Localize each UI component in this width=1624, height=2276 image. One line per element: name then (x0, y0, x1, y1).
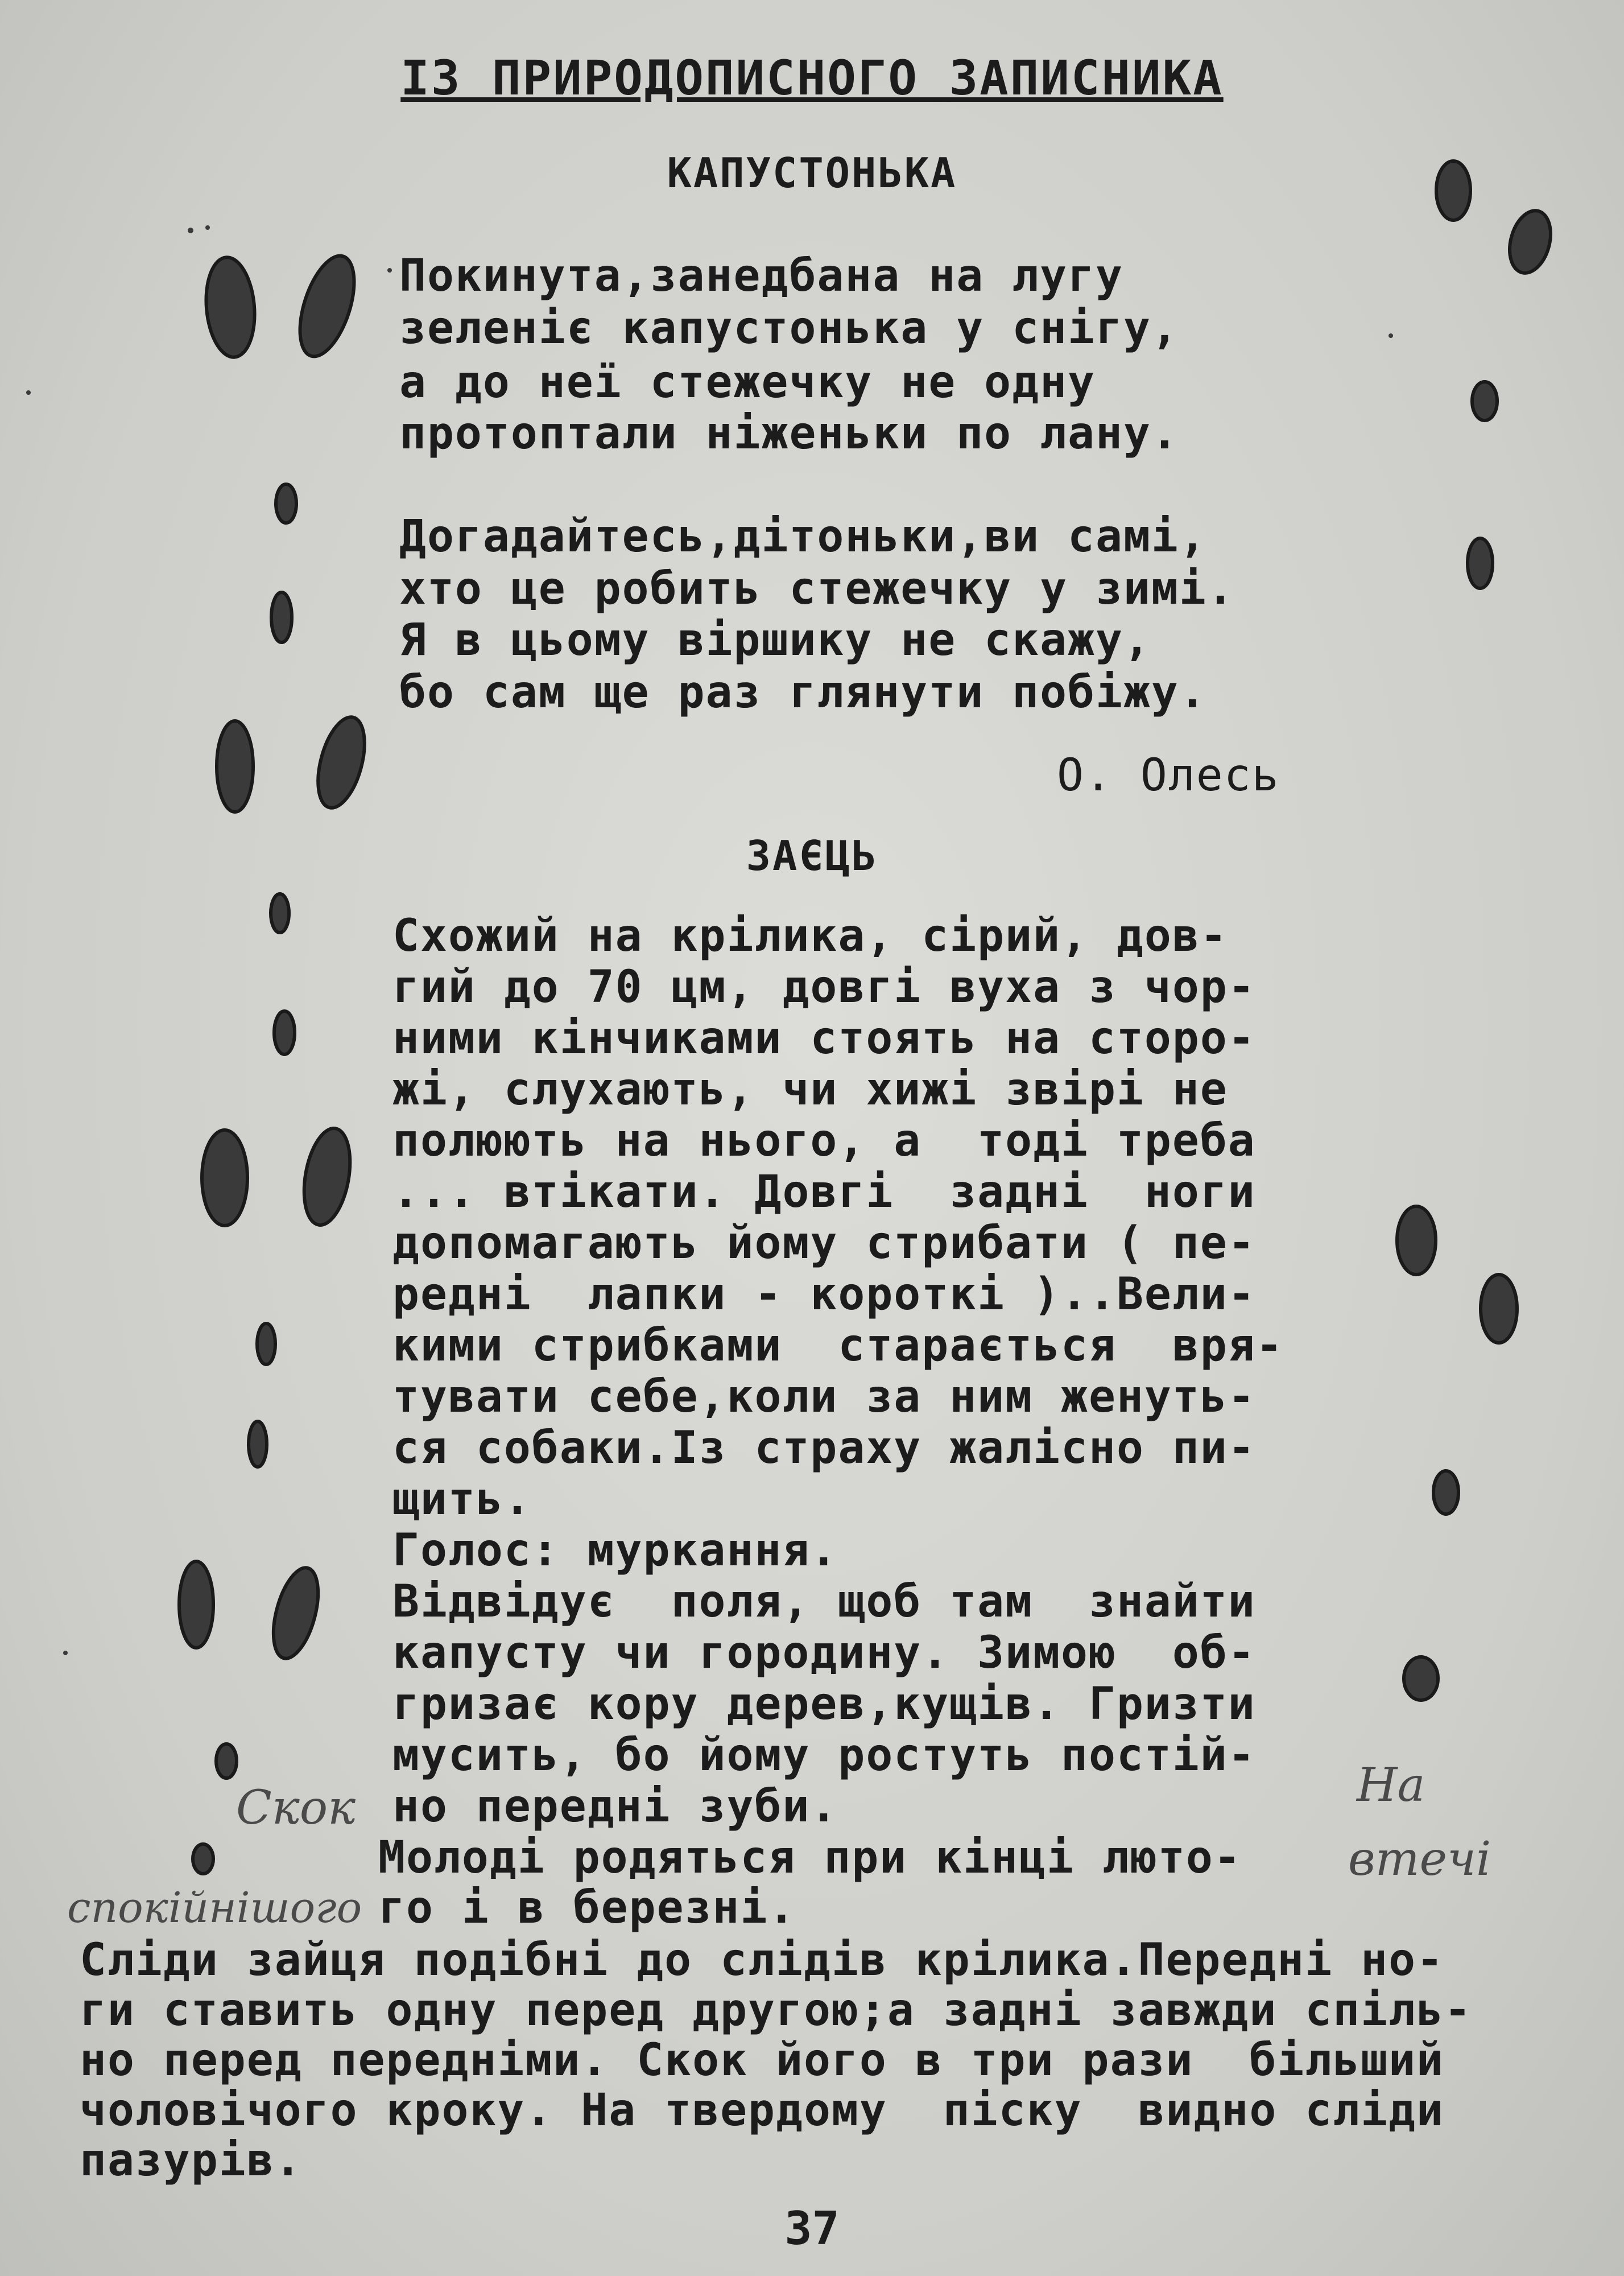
poem-line: зеленіє капустонька у снігу, (399, 303, 1179, 354)
speck (26, 390, 31, 395)
speck (1389, 333, 1393, 338)
tracks-paragraph-line: Сліди зайця подібні до слідів крілика.Передні но- (80, 1935, 1445, 1986)
track-print (1404, 1657, 1438, 1700)
article-line: гризає кору дерев,кущів. Гризти (392, 1679, 1256, 1730)
poem-author: О. Олесь (1057, 750, 1280, 801)
track-print (179, 1561, 213, 1648)
track-print (217, 721, 253, 812)
article-line: жі, слухають, чи хижі звірі не (392, 1064, 1228, 1115)
track-print (274, 1011, 295, 1054)
track-print (276, 484, 296, 523)
track-print (297, 1125, 357, 1229)
track-print (202, 255, 258, 360)
section-title: ІЗ ПРИРОДОПИСНОГО ЗАПИСНИКА (400, 50, 1224, 106)
poem-title: КАПУСТОНЬКА (667, 149, 957, 197)
tracks-paragraph-line: чоловічого кроку. На твердому піску видно сліди (80, 2085, 1445, 2136)
speck (63, 1651, 68, 1655)
article-line: Схожий на крілика, сірий, дов- (392, 910, 1228, 962)
article-line: кими стрибками старається вря- (392, 1320, 1284, 1371)
speck (205, 225, 210, 230)
page-number: 37 (784, 2202, 840, 2255)
article-line: мусить, бо йому ростуть постій- (392, 1730, 1256, 1781)
poem-line: бо сам ще раз глянути побіжу. (399, 667, 1207, 718)
speck (188, 228, 193, 233)
article-line: ними кінчиками стоять на сторо- (392, 1013, 1256, 1064)
track-print (265, 1563, 327, 1663)
handwritten-note: На (1357, 1758, 1425, 1812)
handwritten-note: Скок (236, 1781, 356, 1835)
article-line: полюють на нього, а тоді треба (392, 1115, 1256, 1166)
article-line: гий до 70 цм, довгі вуха з чор- (392, 962, 1256, 1013)
handwritten-note: спокійнішого (67, 1883, 362, 1932)
track-print (1481, 1275, 1517, 1343)
track-print (290, 249, 365, 363)
track-print (1468, 538, 1493, 588)
track-print (193, 1844, 213, 1874)
track-print (216, 1744, 237, 1778)
article-line: щить. (392, 1474, 532, 1525)
poem-line: протоптали ніженьки по лану. (399, 408, 1179, 459)
article-line: редні лапки - короткі )..Вели- (392, 1269, 1256, 1320)
tracks-paragraph-line: но перед передніми. Скок його в три рази більший (80, 2035, 1445, 2086)
article-title: ЗАЄЦЬ (746, 832, 878, 880)
article-line: Відвідує поля, щоб там знайти (392, 1576, 1256, 1627)
article-line: Голос: муркання. (392, 1525, 838, 1576)
tracks-paragraph-line: ги ставить одну перед другою;а задні завжди спіль- (80, 1985, 1472, 2036)
handwritten-note: втечі (1348, 1832, 1491, 1886)
track-print (271, 592, 292, 642)
article-line: но передні зуби. (392, 1781, 838, 1832)
poem-line: а до неї стежечку не одну (399, 357, 1096, 408)
poem-line: Покинута,занедбана на лугу (399, 250, 1123, 302)
poem-line: Я в цьому віршику не скажу, (399, 615, 1151, 666)
article-line: го і в березні. (378, 1882, 796, 1933)
article-line: капусту чи городину. Зимою об- (392, 1627, 1256, 1679)
track-print (257, 1323, 275, 1364)
track-print (309, 712, 373, 813)
speck (387, 268, 392, 273)
article-line: тувати себе,коли за ним женуть- (392, 1371, 1256, 1422)
poem-line: Догадайтесь,дітоньки,ви самі, (399, 511, 1207, 562)
track-print (271, 894, 289, 933)
track-print (1503, 206, 1557, 278)
track-print (1472, 382, 1497, 420)
article-line: допомагають йому стрибати ( пе- (392, 1218, 1256, 1269)
track-print (1397, 1206, 1436, 1275)
poem-line: хто це робить стежечку у зимі. (399, 563, 1235, 615)
track-print (1433, 1471, 1458, 1514)
track-print (249, 1421, 267, 1467)
article-line: ся собаки.Із страху жалісно пи- (392, 1422, 1256, 1474)
article-line: Молоді родяться при кінці люто- (378, 1832, 1242, 1883)
tracks-paragraph-line: пазурів. (80, 2135, 303, 2186)
track-print (202, 1130, 247, 1226)
article-line: ... втікати. Довгі задні ноги (392, 1166, 1256, 1218)
